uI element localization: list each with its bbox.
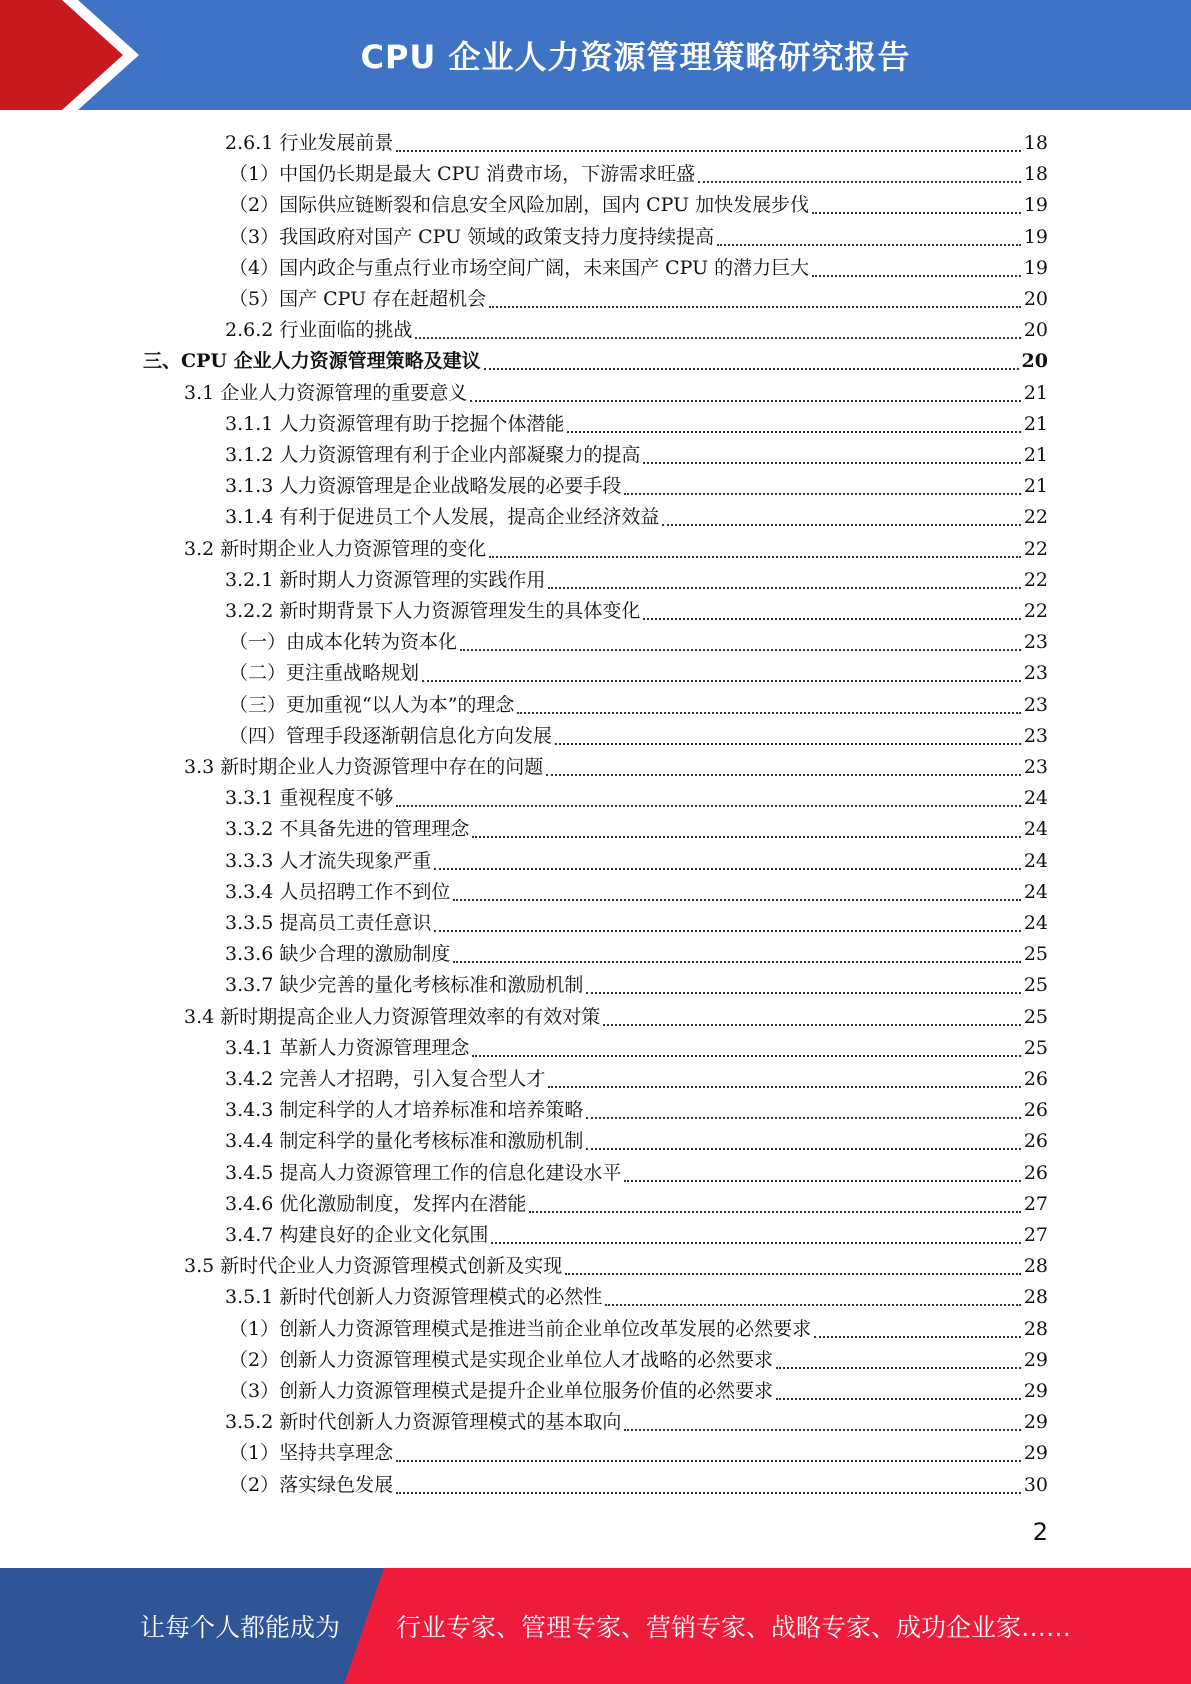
toc-entry-page: 24 — [1023, 850, 1048, 872]
toc-entry[interactable] — [229, 627, 1048, 658]
toc-entry[interactable] — [225, 1282, 1048, 1313]
toc-entry[interactable] — [184, 1002, 1048, 1033]
toc-entry[interactable] — [229, 253, 1048, 284]
toc-entry[interactable] — [225, 1033, 1048, 1064]
toc-entry-page: 24 — [1023, 818, 1048, 840]
toc-entry[interactable] — [225, 440, 1048, 471]
toc-entry-page: 29 — [1023, 1349, 1048, 1371]
toc-entry-label: 3.4.1 革新人力资源管理理念 — [225, 1037, 470, 1059]
toc-leader-dots — [555, 743, 1021, 745]
toc-entry-label: （2）创新人力资源管理模式是实现企业单位人才战略的必然要求 — [229, 1349, 774, 1371]
toc-entry-label: 3.1.2 人力资源管理有利于企业内部凝聚力的提高 — [225, 444, 641, 466]
toc-entry-page: 27 — [1023, 1224, 1048, 1246]
toc-entry-label: （3）我国政府对国产 CPU 领域的政策支持力度持续提高 — [229, 226, 715, 248]
toc-leader-dots — [453, 961, 1020, 963]
toc-entry-label: 3.4.5 提高人力资源管理工作的信息化建设水平 — [225, 1162, 622, 1184]
toc-entry-label: 3.2.2 新时期背景下人力资源管理发生的具体变化 — [225, 600, 641, 622]
toc-leader-dots — [643, 462, 1020, 464]
toc-entry-page: 24 — [1023, 881, 1048, 903]
toc-entry-page: 19 — [1023, 226, 1048, 248]
toc-entry-page: 21 — [1023, 382, 1048, 404]
toc-entry-label: 3.1 企业人力资源管理的重要意义 — [184, 382, 468, 404]
toc-leader-dots — [396, 1492, 1021, 1494]
toc-entry[interactable] — [225, 1095, 1048, 1126]
toc-leader-dots — [472, 1055, 1020, 1057]
toc-leader-dots — [529, 1211, 1020, 1213]
toc-entry-page: 26 — [1023, 1099, 1048, 1121]
toc-entry[interactable] — [225, 908, 1048, 939]
toc-leader-dots — [662, 524, 1020, 526]
toc-entry-page: 23 — [1023, 725, 1048, 747]
toc-entry-label: （3）创新人力资源管理模式是提升企业单位服务价值的必然要求 — [229, 1380, 774, 1402]
toc-entry-page: 22 — [1023, 569, 1048, 591]
toc-entry-page: 23 — [1023, 756, 1048, 778]
toc-entry-page: 21 — [1023, 444, 1048, 466]
toc-leader-dots — [776, 1367, 1021, 1369]
toc-entry-page: 23 — [1023, 694, 1048, 716]
toc-entry-label: （1）坚持共享理念 — [229, 1442, 394, 1464]
toc-leader-dots — [624, 493, 1020, 495]
toc-leader-dots — [776, 1398, 1021, 1400]
toc-entry[interactable] — [229, 1314, 1048, 1345]
toc-entry-page: 20 — [1021, 350, 1048, 372]
toc-entry-page: 23 — [1023, 662, 1048, 684]
toc-entry-label: （二）更注重战略规划 — [229, 662, 420, 684]
toc-leader-dots — [472, 836, 1020, 838]
toc-entry-page: 24 — [1023, 912, 1048, 934]
toc-entry-page: 22 — [1023, 600, 1048, 622]
toc-leader-dots — [565, 1273, 1021, 1275]
toc-entry-label: 3.5.2 新时代创新人力资源管理模式的基本取向 — [225, 1411, 622, 1433]
toc-entry[interactable] — [225, 128, 1048, 159]
toc-leader-dots — [415, 337, 1020, 339]
toc-entry-label: 2.6.1 行业发展前景 — [225, 132, 394, 154]
toc-entry[interactable] — [184, 752, 1048, 783]
toc-entry-label: 3.4.3 制定科学的人才培养标准和培养策略 — [225, 1099, 584, 1121]
toc-entry[interactable] — [225, 1189, 1048, 1220]
toc-entry-page: 18 — [1023, 163, 1048, 185]
toc-entry-page: 26 — [1023, 1162, 1048, 1184]
toc-leader-dots — [396, 150, 1020, 152]
toc-leader-dots — [605, 1304, 1020, 1306]
toc-leader-dots — [396, 1460, 1021, 1462]
toc-entry[interactable] — [225, 970, 1048, 1001]
toc-entry[interactable] — [225, 471, 1048, 502]
toc-entry[interactable] — [225, 565, 1048, 596]
toc-entry-page: 21 — [1023, 413, 1048, 435]
toc-entry-page: 24 — [1023, 787, 1048, 809]
toc-entry-label: 3.5.1 新时代创新人力资源管理模式的必然性 — [225, 1286, 603, 1308]
toc-leader-dots — [586, 1117, 1020, 1119]
toc-entry-label: 3.3.3 人才流失现象严重 — [225, 850, 432, 872]
toc-entry[interactable] — [229, 658, 1048, 689]
toc-entry-page: 29 — [1023, 1411, 1048, 1433]
toc-entry-label: 3.3.7 缺少完善的量化考核标准和激励机制 — [225, 974, 584, 996]
toc-leader-dots — [484, 368, 1019, 370]
toc-entry-label: 3.4.6 优化激励制度，发挥内在潜能 — [225, 1193, 527, 1215]
toc-entry-label: （四）管理手段逐渐朝信息化方向发展 — [229, 725, 553, 747]
toc-entry-page: 20 — [1023, 288, 1048, 310]
toc-entry[interactable] — [225, 409, 1048, 440]
report-footer — [0, 1568, 1191, 1684]
toc-entry[interactable] — [225, 1158, 1048, 1189]
toc-entry[interactable] — [225, 783, 1048, 814]
toc-leader-dots — [567, 431, 1020, 433]
toc-entry-label: （2）落实绿色发展 — [229, 1474, 394, 1496]
toc-leader-dots — [434, 930, 1020, 932]
footer-slogan-left: 让每个人都能成为 — [140, 1613, 341, 1642]
toc-leader-dots — [586, 992, 1020, 994]
toc-entry-label: 3.1.1 人力资源管理有助于挖掘个体潜能 — [225, 413, 565, 435]
toc-entry[interactable] — [225, 939, 1048, 970]
toc-entry-label: 3.1.4 有利于促进员工个人发展，提高企业经济效益 — [225, 506, 660, 528]
toc-entry-page: 26 — [1023, 1068, 1048, 1090]
toc-entry[interactable] — [229, 159, 1048, 190]
toc-entry-label: （5）国产 CPU 存在赶超机会 — [229, 288, 487, 310]
toc-leader-dots — [396, 805, 1020, 807]
toc-entry[interactable] — [225, 814, 1048, 845]
toc-entry-label: 2.6.2 行业面临的挑战 — [225, 319, 413, 341]
toc-leader-dots — [489, 556, 1021, 558]
toc-entry-page: 25 — [1023, 1006, 1048, 1028]
toc-entry-label: 3.2 新时期企业人力资源管理的变化 — [184, 538, 487, 560]
toc-entry[interactable] — [225, 1064, 1048, 1095]
toc-entry[interactable] — [225, 1407, 1048, 1438]
toc-leader-dots — [422, 680, 1021, 682]
toc-leader-dots — [624, 1180, 1020, 1182]
toc-entry[interactable] — [184, 378, 1048, 409]
footer-slogan-right: 行业专家、管理专家、营销专家、战略专家、成功企业家…… — [396, 1613, 1072, 1642]
toc-leader-dots — [812, 212, 1021, 214]
toc-entry-page: 19 — [1023, 257, 1048, 279]
report-title: CPU 企业人力资源管理策略研究报告 — [360, 38, 911, 76]
toc-entry-label: 3.4 新时期提高企业人力资源管理效率的有效对策 — [184, 1006, 601, 1028]
toc-leader-dots — [548, 587, 1020, 589]
toc-leader-dots — [546, 774, 1021, 776]
toc-entry-page: 28 — [1023, 1318, 1048, 1340]
toc-leader-dots — [460, 649, 1021, 651]
toc-leader-dots — [814, 1336, 1021, 1338]
toc-leader-dots — [491, 1242, 1020, 1244]
toc-entry-label: （2）国际供应链断裂和信息安全风险加剧，国内 CPU 加快发展步伐 — [229, 194, 810, 216]
toc-leader-dots — [603, 1024, 1021, 1026]
toc-entry-label: 3.3.6 缺少合理的激励制度 — [225, 943, 451, 965]
toc-entry-page: 25 — [1023, 943, 1048, 965]
toc-entry[interactable] — [143, 346, 1048, 377]
toc-entry-label: 3.2.1 新时期人力资源管理的实践作用 — [225, 569, 546, 591]
toc-entry-label: 3.3.2 不具备先进的管理理念 — [225, 818, 470, 840]
toc-entry-page: 30 — [1023, 1474, 1048, 1496]
toc-leader-dots — [698, 181, 1021, 183]
toc-entry-page: 20 — [1023, 319, 1048, 341]
toc-entry-page: 22 — [1023, 538, 1048, 560]
toc-entry-page: 28 — [1023, 1255, 1048, 1277]
toc-entry-page: 29 — [1023, 1380, 1048, 1402]
toc-leader-dots — [470, 400, 1021, 402]
toc-entry-page: 19 — [1023, 194, 1048, 216]
toc-entry-page: 18 — [1023, 132, 1048, 154]
toc-entry-label: 三、CPU 企业人力资源管理策略及建议 — [143, 350, 481, 372]
toc-entry-label: 3.5 新时代企业人力资源管理模式创新及实现 — [184, 1255, 563, 1277]
toc-entry[interactable] — [229, 1470, 1048, 1501]
toc-leader-dots — [434, 868, 1020, 870]
toc-entry-page: 25 — [1023, 974, 1048, 996]
toc-leader-dots — [624, 1429, 1020, 1431]
toc-entry-page: 23 — [1023, 631, 1048, 653]
toc-leader-dots — [586, 1148, 1020, 1150]
toc-entry-page: 28 — [1023, 1286, 1048, 1308]
toc-entry-label: 3.3.4 人员招聘工作不到位 — [225, 881, 451, 903]
toc-entry-page: 22 — [1023, 506, 1048, 528]
toc-entry[interactable] — [229, 721, 1048, 752]
toc-entry-page: 21 — [1023, 475, 1048, 497]
toc-entry[interactable] — [225, 877, 1048, 908]
toc-entry[interactable] — [184, 1251, 1048, 1282]
toc-entry[interactable] — [225, 1220, 1048, 1251]
toc-entry-page: 27 — [1023, 1193, 1048, 1215]
toc-entry-label: （1）中国仍长期是最大 CPU 消费市场，下游需求旺盛 — [229, 163, 696, 185]
toc-entry[interactable] — [225, 502, 1048, 533]
toc-entry-page: 29 — [1023, 1442, 1048, 1464]
toc-entry[interactable] — [225, 315, 1048, 346]
toc-entry[interactable] — [229, 1438, 1048, 1469]
toc-leader-dots — [453, 899, 1020, 901]
toc-entry-label: 3.3 新时期企业人力资源管理中存在的问题 — [184, 756, 544, 778]
toc-entry-page: 26 — [1023, 1130, 1048, 1152]
toc-entry[interactable] — [229, 222, 1048, 253]
toc-entry[interactable] — [229, 1376, 1048, 1407]
toc-entry[interactable] — [184, 534, 1048, 565]
toc-entry[interactable] — [225, 846, 1048, 877]
toc-entry-label: 3.3.5 提高员工责任意识 — [225, 912, 432, 934]
toc-leader-dots — [548, 1086, 1020, 1088]
toc-entry[interactable] — [229, 690, 1048, 721]
report-header — [0, 0, 1191, 110]
toc-entry[interactable] — [225, 1126, 1048, 1157]
toc-entry[interactable] — [229, 284, 1048, 315]
toc-entry-label: 3.3.1 重视程度不够 — [225, 787, 394, 809]
toc-leader-dots — [517, 712, 1020, 714]
toc-entry-label: 3.1.3 人力资源管理是企业战略发展的必要手段 — [225, 475, 622, 497]
toc-leader-dots — [643, 618, 1020, 620]
toc-entry-page: 25 — [1023, 1037, 1048, 1059]
toc-leader-dots — [717, 244, 1021, 246]
toc-leader-dots — [489, 306, 1021, 308]
toc-entry[interactable] — [229, 190, 1048, 221]
page-number: 2 — [1032, 1518, 1048, 1546]
toc-entry-label: （三）更加重视“以人为本”的理念 — [229, 694, 515, 716]
toc-entry[interactable] — [229, 1345, 1048, 1376]
toc-entry[interactable] — [225, 596, 1048, 627]
toc-leader-dots — [812, 275, 1021, 277]
toc-entry-label: 3.4.7 构建良好的企业文化氛围 — [225, 1224, 489, 1246]
toc-entry-label: （4）国内政企与重点行业市场空间广阔，未来国产 CPU 的潜力巨大 — [229, 257, 810, 279]
toc-entry-label: （1）创新人力资源管理模式是推进当前企业单位改革发展的必然要求 — [229, 1318, 812, 1340]
toc-entry-label: 3.4.2 完善人才招聘，引入复合型人才 — [225, 1068, 546, 1090]
toc-entry-label: 3.4.4 制定科学的量化考核标准和激励机制 — [225, 1130, 584, 1152]
toc-entry-label: （一）由成本化转为资本化 — [229, 631, 458, 653]
